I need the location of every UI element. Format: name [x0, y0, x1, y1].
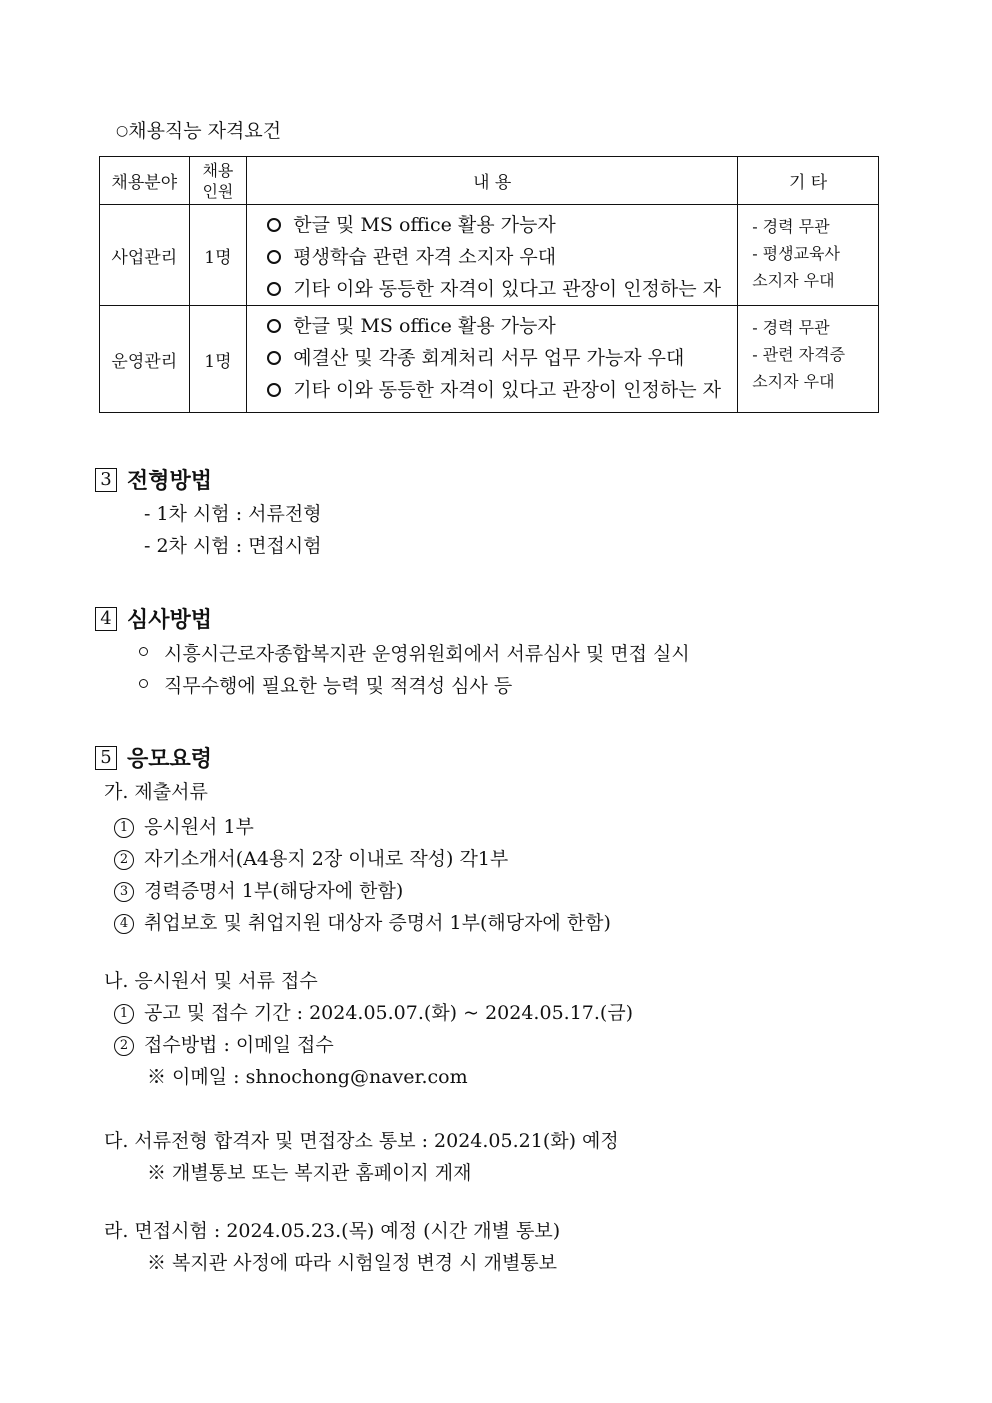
qualification-title: 채용직능 자격요건	[128, 120, 282, 142]
ring-bullet-icon	[267, 218, 281, 232]
header-count-top: 채용	[202, 160, 234, 180]
qualification-heading	[116, 116, 281, 143]
section-title: 응모요령	[127, 746, 213, 772]
content-item: 한글 및 MS office 활용 가능자	[267, 209, 737, 241]
section-number-box: 3	[95, 468, 117, 492]
row-field: 사업관리	[100, 205, 190, 306]
row-count: 1명	[189, 306, 247, 413]
list-item: 2 자기소개서(A4용지 2장 이내로 작성) 각1부	[114, 844, 508, 871]
table-header-row	[100, 157, 879, 205]
note-line: ※ 개별통보 또는 복지관 홈페이지 게재	[147, 1162, 472, 1184]
list-item: 2 접수방법 : 이메일 접수	[114, 1030, 334, 1057]
section-number-box: 4	[95, 607, 117, 631]
row-etc	[738, 205, 879, 306]
content-item: 한글 및 MS office 활용 가능자	[267, 310, 737, 342]
list-item: 직무수행에 필요한 능력 및 적격성 심사 등	[139, 671, 512, 698]
circled-number: 1	[114, 818, 134, 838]
ring-bullet-icon	[267, 282, 281, 296]
note-line: ※ 복지관 사정에 따라 시험일정 변경 시 개별통보	[147, 1252, 558, 1274]
row-field: 운영관리	[100, 306, 190, 413]
list-item: - 2차 시험 : 면접시험	[144, 535, 322, 557]
ring-bullet-icon	[267, 250, 281, 264]
section-4-heading	[95, 603, 212, 634]
table-row	[100, 205, 879, 306]
etc-line: - 경력 무관	[752, 318, 830, 337]
etc-line: 소지자 우대	[752, 271, 835, 290]
subsection-title: 라. 면접시험 : 2024.05.23.(목) 예정 (시간 개별 통보)	[104, 1220, 561, 1242]
header-field: 채용분야	[100, 157, 190, 205]
row-etc	[738, 306, 879, 413]
section-3-heading	[95, 464, 212, 495]
header-count	[189, 157, 247, 205]
section-5-heading	[95, 742, 212, 773]
header-etc: 기 타	[738, 157, 879, 205]
ring-bullet-icon	[267, 383, 281, 397]
subsection-title: 나. 응시원서 및 서류 접수	[104, 970, 318, 992]
etc-line: 소지자 우대	[752, 372, 835, 391]
ring-bullet-icon	[267, 319, 281, 333]
subsection-title: 가. 제출서류	[104, 781, 208, 803]
list-item: 시흥시근로자종합복지관 운영위원회에서 서류심사 및 면접 실시	[139, 639, 690, 666]
etc-line: - 평생교육사	[752, 244, 840, 263]
header-content: 내 용	[247, 157, 738, 205]
list-item: 1 공고 및 접수 기간 : 2024.05.07.(화) ~ 2024.05.17.(금)	[114, 998, 633, 1025]
ring-bullet-icon	[267, 351, 281, 365]
circled-number: 2	[114, 1036, 134, 1056]
list-item: 3 경력증명서 1부(해당자에 한함)	[114, 876, 403, 903]
row-content	[247, 306, 738, 413]
circled-number: 4	[114, 914, 134, 934]
list-item: - 1차 시험 : 서류전형	[144, 503, 322, 525]
small-ring-bullet-icon	[139, 647, 148, 656]
section-number-box: 5	[95, 746, 117, 770]
small-ring-bullet-icon	[139, 679, 148, 688]
row-count: 1명	[189, 205, 247, 306]
subsection-title: 다. 서류전형 합격자 및 면접장소 통보 : 2024.05.21(화) 예정	[104, 1130, 619, 1152]
section-title: 심사방법	[127, 607, 213, 633]
note-line: ※ 이메일 : shnochong@naver.com	[147, 1066, 468, 1088]
circled-number: 3	[114, 882, 134, 902]
row-content	[247, 205, 738, 306]
list-item: 4 취업보호 및 취업지원 대상자 증명서 1부(해당자에 한함)	[114, 908, 611, 935]
circled-number: 1	[114, 1004, 134, 1024]
etc-line: - 관련 자격증	[752, 345, 846, 364]
small-circle-bullet-icon: ○	[116, 123, 129, 139]
etc-line: - 경력 무관	[752, 217, 830, 236]
circled-number: 2	[114, 850, 134, 870]
list-item: 1 응시원서 1부	[114, 812, 254, 839]
table-row	[100, 306, 879, 413]
content-item: 기타 이와 동등한 자격이 있다고 관장이 인정하는 자	[267, 273, 737, 305]
qualification-table	[99, 156, 879, 413]
section-title: 전형방법	[127, 468, 213, 494]
header-count-bottom: 인원	[202, 181, 234, 201]
content-item: 기타 이와 동등한 자격이 있다고 관장이 인정하는 자	[267, 374, 737, 406]
content-item: 예결산 및 각종 회계처리 서무 업무 가능자 우대	[267, 342, 737, 374]
content-item: 평생학습 관련 자격 소지자 우대	[267, 241, 737, 273]
